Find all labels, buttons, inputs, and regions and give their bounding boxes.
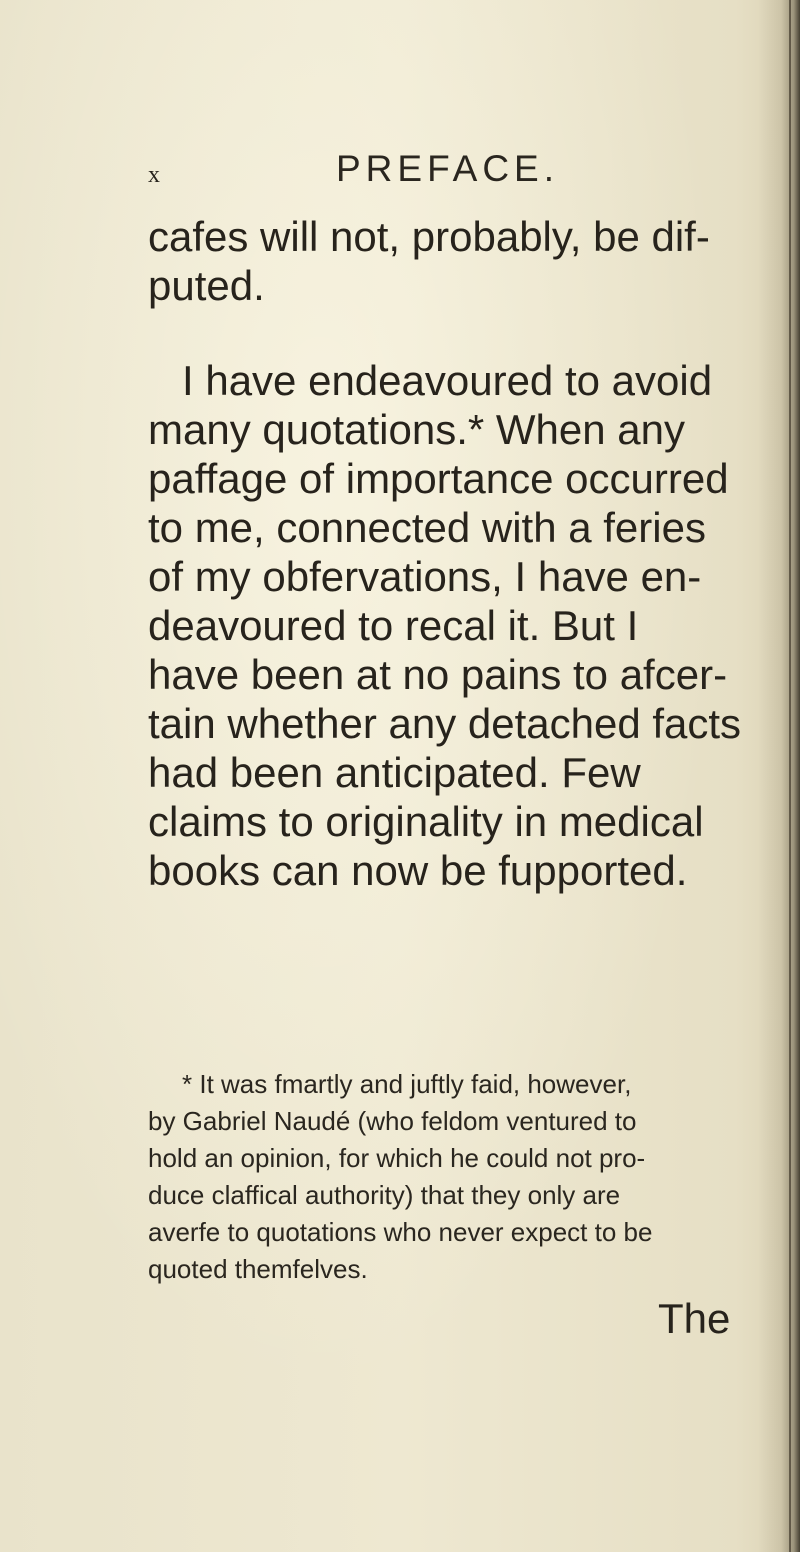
running-head: [0, 148, 800, 198]
paragraph-gap: [148, 310, 778, 356]
footnote: [148, 1066, 778, 1288]
body-line: of my obfervations, I have en-: [148, 553, 702, 600]
footnote-line: hold an opinion, for which he could not pro-: [148, 1143, 646, 1173]
body-line: to me, connected with a feries: [148, 504, 706, 551]
footnote-line: * It was fmartly and juftly faid, however,: [182, 1069, 632, 1099]
footnote-line: by Gabriel Naudé (who feldom ventured to: [148, 1106, 637, 1136]
running-head-title: PREFACE.: [336, 148, 559, 189]
body-line: books can now be fupported.: [148, 847, 688, 894]
body-line: deavoured to recal it. But I: [148, 602, 639, 649]
footnote-line: quoted themfelves.: [148, 1254, 368, 1284]
page-edge-line: [789, 0, 791, 1552]
body-text: [148, 212, 778, 895]
body-line: puted.: [148, 262, 265, 309]
footnote-line: duce claffical authority) that they only are: [148, 1180, 621, 1210]
body-line: claims to originality in medical: [148, 798, 704, 845]
body-line: cafes will not, probably, be dif-: [148, 213, 710, 260]
body-line: I have endeavoured to avoid: [182, 357, 713, 404]
catchword: The: [658, 1295, 731, 1342]
body-line: paffage of importance occurred: [148, 455, 729, 502]
page-number: x: [148, 162, 161, 188]
body-line: have been at no pains to afcer-: [148, 651, 728, 698]
body-line: tain whether any detached facts: [148, 700, 742, 747]
footnote-line: averfe to quotations who never expect to be: [148, 1217, 653, 1247]
body-line: had been anticipated. Few: [148, 749, 641, 796]
body-line: many quotations.* When any: [148, 406, 685, 453]
